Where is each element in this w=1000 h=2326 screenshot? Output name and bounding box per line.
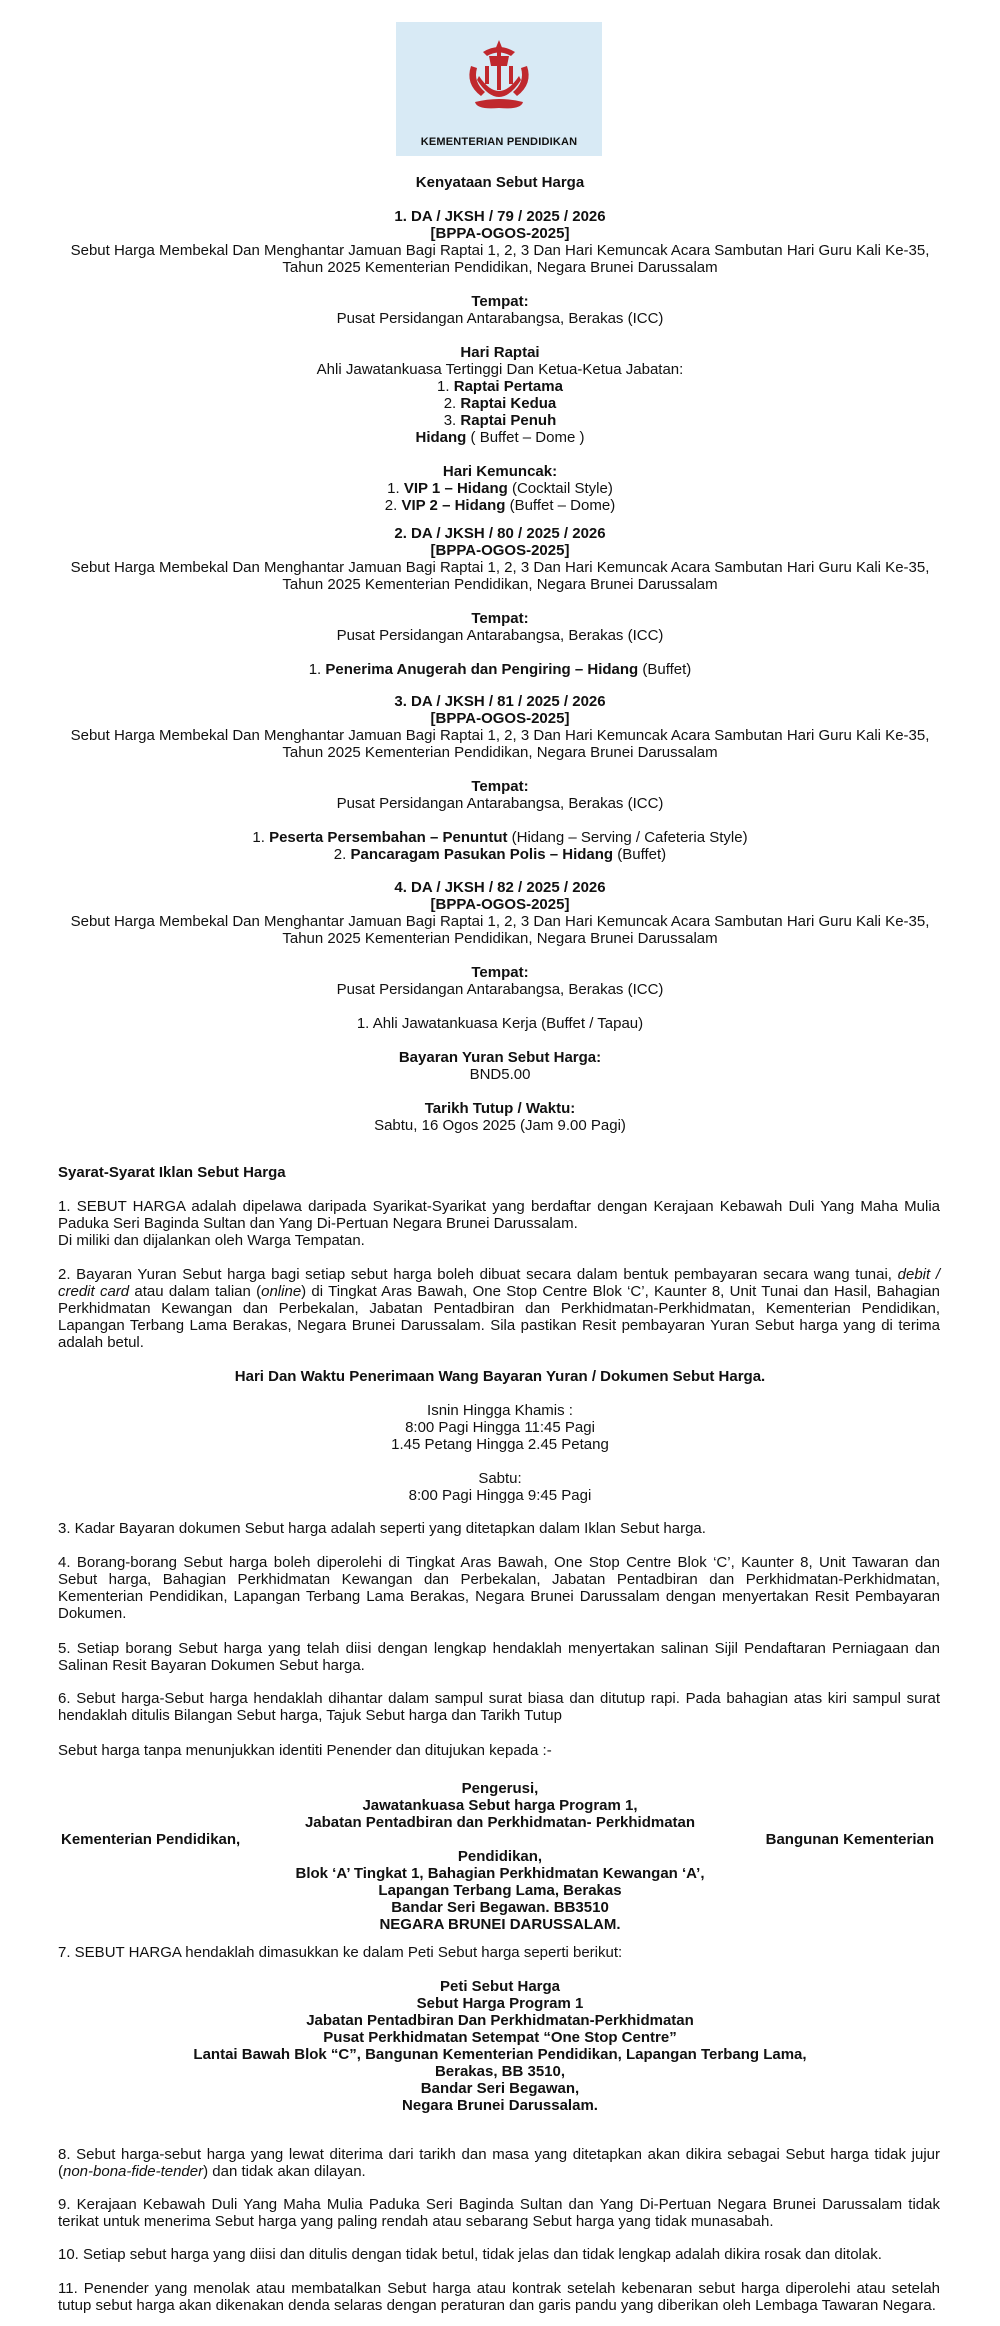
term-8: 8. Sebut harga-sebut harga yang lewat diterima dari tarikh dan masa yang ditetapkan akan dikira sebagai Sebut harga tidak jujur (non-bona-fide-tender) dan tidak akan dilayan. <box>58 2146 940 2180</box>
tender-code: [BPPA-OGOS-2025] <box>430 896 570 913</box>
venue-label: Tempat: <box>471 964 529 981</box>
logo-caption: KEMENTERIAN PENDIDIKAN <box>420 136 578 148</box>
terms-heading: Syarat-Syarat Iklan Sebut Harga <box>58 1164 286 1181</box>
term-9: 9. Kerajaan Kebawah Duli Yang Maha Mulia Paduka Seri Baginda Sultan dan Yang Di-Pertuan Negara Brunei Darussalam tidak terikat untuk menerima Sebut harga yang paling rendah atau sebarang Sebut harga yang tidak munasabah. <box>58 2196 940 2230</box>
address-tender-box: Peti Sebut Harga Sebut Harga Program 1 Jabatan Pentadbiran Dan Perkhidmatan-Perkhidmatan Pusat Perkhidmatan Setempat “One Stop Centre” Lantai Bawah Blok “C”, Bangunan Kementerian Pendidikan, Lapangan Terbang Lama, Berakas, BB 3510, Bandar Seri Begawan, Negara Brunei Darussalam. <box>193 1978 807 2114</box>
closing-label: Tarikh Tutup / Waktu: <box>424 1100 576 1117</box>
tender-code: [BPPA-OGOS-2025] <box>430 225 570 242</box>
tender-desc: Sebut Harga Membekal Dan Menghantar Jamuan Bagi Raptai 1, 2, 3 Dan Hari Kemuncak Acara Sambutan Hari Guru Kali Ke-35, <box>70 913 930 930</box>
ministry-logo <box>396 22 602 156</box>
fee-label: Bayaran Yuran Sebut Harga: <box>398 1049 602 1066</box>
tender-3 <box>0 693 1000 863</box>
tender-number: 1. DA / JKSH / 79 / 2025 / 2026 <box>394 208 606 225</box>
raptai-subtitle: Ahli Jawatankuasa Tertinggi Dan Ketua-Ketua Jabatan: <box>316 361 684 378</box>
saturday-hours: 8:00 Pagi Hingga 9:45 Pagi <box>408 1487 592 1504</box>
tender-code: [BPPA-OGOS-2025] <box>430 542 570 559</box>
kemuncak-label: Hari Kemuncak: <box>442 463 558 480</box>
document-page: KEMENTERIAN PENDIDIKAN Kenyataan Sebut Harga 1. DA / JKSH / 79 / 2025 / 2026 [BPPA-OGOS-2025] Sebut Harga Membekal Dan Menghantar Jamuan Bagi Raptai 1, 2, 3 Dan Hari Kemuncak Acara Sambutan Hari Guru Kali Ke-35, Tahun 2025 Kementerian Pendidikan, Negara Brunei Darussalam Tempat: Pusat Persidangan Antarabangsa, Berakas (ICC) Hari Raptai Ahli Jawatankuasa Tertinggi Dan Ketua-Ketua Jabatan: 1. Raptai Pertama 2. Raptai Kedua 3. Raptai Penuh Hidang ( Buffet – Dome ) Hari Kemuncak: 1. VIP 1 – Hidang (Cocktail Style) 2. VIP 2 – Hidang (Buffet – Dome) 2. DA / JKSH / 80 / 2025 / 2026 [BPPA-OGOS-2025] Sebut Harga Membekal Dan Menghantar Jamuan Bagi Raptai 1, 2, 3 Dan Hari Kemuncak Acara Sambutan Hari Guru Kali Ke-35, Tahun 2025 Kementerian Pendidikan, Negara Brunei Darussalam Tempat: Pusat Persidangan Antarabangsa, Berakas (ICC) 1. Penerima Anugerah dan Pengiring – Hidang (Buffet) 3. DA / JKSH / 81 / 2025 / 2026 [BPPA-OGOS-2025] Sebut Harga Membekal Dan Menghantar Jamuan Bagi Raptai 1, 2, 3 Dan Hari Kemuncak Acara Sambutan Hari Guru Kali Ke-35, Tahun 2025 Kementerian Pendidikan, Negara Brunei Darussalam Tempat: Pusat Persidangan Antarabangsa, Berakas (ICC) 1. Peserta Persembahan – Penuntut (Hidang – Serving / Cafeteria Style) 2. Pancaragam Pasukan Polis – Hidang (Buffet) 4. DA / JKSH / 82 / 2025 / 2026 [BPPA-OGOS-2025] Sebut Harga Membekal Dan Menghantar Jamuan Bagi Raptai 1, 2, 3 Dan Hari Kemuncak Acara Sambutan Hari Guru Kali Ke-35, Tahun 2025 Kementerian Pendidikan, Negara Brunei Darussalam Tempat: Pusat Persidangan Antarabangsa, Berakas (ICC) 1. Ahli Jawatankuasa Kerja (Buffet / Tapau) Bayaran Yuran Sebut Harga: BND5.00 Tarikh Tutup / Waktu: Sabtu, 16 Ogos 2025 (Jam 9.00 Pagi) Syarat-Syarat Iklan Sebut Harga 1. SEBUT HARGA adalah dipelawa daripada Syarikat-Syarikat yang berdaftar dengan Kerajaan Kebawah Duli Yang Maha Mulia Paduka Seri Baginda Sultan dan Yang Di-Pertuan Negara Brunei Darussalam. Di miliki dan dijalankan oleh Warga Tempatan. 2. Bayaran Yuran Sebut harga bagi setiap sebut harga boleh dibuat secara dalam bentuk pembayaran secara wang tunai, debit / credit card atau dalam talian (online) di Tingkat Aras Bawah, One Stop Centre Blok ‘C’, Kaunter 8, Unit Tunai dan Hasil, Bahagian Perkhidmatan Kewangan dan Perbekalan, Jabatan Pentadbiran dan Perkhidmatan-Perkhidmatan, Kementerian Pendidikan, Lapangan Terbang Lama Berakas, Negara Brunei Darussalam. Sila pastikan Resit pembayaran Yuran Sebut harga yang di terima adalah betul. Hari Dan Waktu Penerimaan Wang Bayaran Yuran / Dokumen Sebut Harga. Isnin Hingga Khamis : 8:00 Pagi Hingga 11:45 Pagi 1.45 Petang Hingga 2.45 Petang Sabtu: 8:00 Pagi Hingga 9:45 Pagi 3. Kadar Bayaran dokumen Sebut harga adalah seperti yang ditetapkan dalam Iklan Sebut harga. 4. Borang-borang Sebut harga boleh diperolehi di Tingkat Aras Bawah, One Stop Centre Blok ‘C’, Kaunter 8, Unit Tawaran dan Sebut harga, Bahagian Perkhidmatan Kewangan dan Perbekalan, Jabatan Pentadbiran dan Perkhidmatan-Perkhidmatan, Kementerian Pendidikan, Lapangan Terbang Lama Berakas, Negara Brunei Darussalam dengan menyertakan Resit Pembayaran Dokumen. 5. Setiap borang Sebut harga yang telah diisi dengan lengkap hendaklah menyertakan salinan Sijil Pendaftaran Perniagaan dan Salinan Resit Bayaran Dokumen Sebut harga. 6. Sebut harga-Sebut harga hendaklah dihantar dalam sampul surat biasa dan ditutup rapi. Pada bahagian atas kiri sampul surat hendaklah ditulis Bilangan Sebut harga, Tajuk Sebut harga dan Tarikh Tutup Sebut harga tanpa menunjukkan identiti Penender dan ditujukan kepada :- Pengerusi, Jawatankuasa Sebut harga Program 1, Jabatan Pentadbiran dan Perkhidmatan- Perkhidmatan Kementerian Pendidikan, Bangunan Kementerian Pendidikan, Blok ‘A’ Tingkat 1, Bahagian Perkhidmatan Kewangan ‘A’, Lapangan Terbang Lama, Berakas Bandar Seri Begawan. BB3510 NEGARA BRUNEI DARUSSALAM. 7. SEBUT HARGA hendaklah dimasukkan ke dalam Peti Sebut harga seperti berikut: Peti Sebut Harga Sebut Harga Program 1 Jabatan Pentadbiran Dan Perkhidmatan-Perkhidmatan Pusat Perkhidmatan Setempat “One Stop Centre” Lantai Bawah Blok “C”, Bangunan Kementerian Pendidikan, Lapangan Terbang Lama, Berakas, BB 3510, Bandar Seri Begawan, Negara Brunei Darussalam. 8. Sebut harga-sebut harga yang lewat diterima dari tarikh dan masa yang ditetapkan akan dikira sebagai Sebut harga tidak jujur (non-bona-fide-tender) dan tidak akan dilayan. 9. Kerajaan Kebawah Duli Yang Maha Mulia Paduka Seri Baginda Sultan dan Yang Di-Pertuan Negara Brunei Darussalam tidak terikat untuk menerima Sebut harga yang paling rendah atau sebarang Sebut harga yang tidak munasabah. 10. Setiap sebut harga yang diisi dan ditulis dengan tidak betul, tidak jelas dan tidak lengkap adalah dikira rosak dan ditolak. 11. Penender yang menolak atau membatalkan Sebut harga atau kontrak setelah kebenaran sebut harga diperolehi atau setelah tutup sebut harga akan dikenakan denda selaras dengan peraturan dan garis pandu yang diberikan oleh Lembaga Tawaran Negara. <box>0 0 1000 2326</box>
brunei-crest-icon <box>461 36 537 120</box>
venue: Pusat Persidangan Antarabangsa, Berakas (ICC) <box>336 627 664 644</box>
address-chairman-cont: Pendidikan, Blok ‘A’ Tingkat 1, Bahagian Perkhidmatan Kewangan ‘A’, Lapangan Terbang Lama, Berakas Bandar Seri Begawan. BB3510 NEGARA BRUNEI DARUSSALAM. <box>295 1848 705 1933</box>
venue: Pusat Persidangan Antarabangsa, Berakas (ICC) <box>336 981 664 998</box>
venue-label: Tempat: <box>471 293 529 310</box>
tender-desc: Tahun 2025 Kementerian Pendidikan, Negara Brunei Darussalam <box>282 576 718 593</box>
list-item: 1. Ahli Jawatankuasa Kerja (Buffet / Tapau) <box>356 1015 644 1032</box>
weekday-hours: 1.45 Petang Hingga 2.45 Petang <box>391 1436 609 1453</box>
term-5: 5. Setiap borang Sebut harga yang telah diisi dengan lengkap hendaklah menyertakan salinan Sijil Pendaftaran Perniagaan dan Salinan Resit Bayaran Dokumen Sebut harga. <box>58 1640 940 1674</box>
saturday-label: Sabtu: <box>478 1470 522 1487</box>
list-item: 1. VIP 1 – Hidang (Cocktail Style) <box>387 480 613 497</box>
term-3: 3. Kadar Bayaran dokumen Sebut harga adalah seperti yang ditetapkan dalam Iklan Sebut harga. <box>58 1520 706 1537</box>
list-item: 2. Raptai Kedua <box>443 395 557 412</box>
list-item: 1. Raptai Pertama <box>437 378 563 395</box>
venue-label: Tempat: <box>471 610 529 627</box>
venue: Pusat Persidangan Antarabangsa, Berakas (ICC) <box>336 795 664 812</box>
term-6: 6. Sebut harga-Sebut harga hendaklah dihantar dalam sampul surat biasa dan ditutup rapi. Pada bahagian atas kiri sampul surat hendaklah ditulis Bilangan Sebut harga, Tajuk Sebut harga dan Tarikh Tutup <box>58 1690 940 1724</box>
hours-heading: Hari Dan Waktu Penerimaan Wang Bayaran Yuran / Dokumen Sebut Harga. <box>234 1368 766 1385</box>
tender-desc: Tahun 2025 Kementerian Pendidikan, Negara Brunei Darussalam <box>282 259 718 276</box>
list-item: Hidang ( Buffet – Dome ) <box>415 429 585 446</box>
term-4: 4. Borang-borang Sebut harga boleh diperolehi di Tingkat Aras Bawah, One Stop Centre Blok ‘C’, Kaunter 8, Unit Tawaran dan Sebut harga, Bahagian Perkhidmatan Kewangan dan Perbekalan, Jabatan Pentadbiran dan Perkhidmatan-Perkhidmatan, Kementerian Pendidikan, Lapangan Terbang Lama Berakas, Negara Brunei Darussalam dengan menyertakan Resit Pembayaran Dokumen. <box>58 1554 940 1622</box>
weekday-hours: 8:00 Pagi Hingga 11:45 Pagi <box>405 1419 595 1436</box>
term-7: 7. SEBUT HARGA hendaklah dimasukkan ke dalam Peti Sebut harga seperti berikut: <box>58 1944 623 1961</box>
tender-desc: Sebut Harga Membekal Dan Menghantar Jamuan Bagi Raptai 1, 2, 3 Dan Hari Kemuncak Acara Sambutan Hari Guru Kali Ke-35, <box>70 242 930 259</box>
tender-2 <box>0 525 1000 678</box>
closing-value: Sabtu, 16 Ogos 2025 (Jam 9.00 Pagi) <box>374 1117 626 1134</box>
tender-number: 3. DA / JKSH / 81 / 2025 / 2026 <box>394 693 606 710</box>
tender-1 <box>0 208 1000 514</box>
venue: Pusat Persidangan Antarabangsa, Berakas (ICC) <box>336 310 664 327</box>
list-item: 3. Raptai Penuh <box>443 412 557 429</box>
tender-number: 2. DA / JKSH / 80 / 2025 / 2026 <box>394 525 606 542</box>
tender-number: 4. DA / JKSH / 82 / 2025 / 2026 <box>394 879 606 896</box>
hours-block <box>0 1368 1000 1504</box>
term-6-note: Sebut harga tanpa menunjukkan identiti Penender dan ditujukan kepada :- <box>58 1742 552 1759</box>
weekday-label: Isnin Hingga Khamis : <box>427 1402 573 1419</box>
raptai-label: Hari Raptai <box>460 344 540 361</box>
tender-4 <box>0 879 1000 1134</box>
fee-value: BND5.00 <box>469 1066 531 1083</box>
term-11: 11. Penender yang menolak atau membatalkan Sebut harga atau kontrak setelah kebenaran sebut harga diperolehi atau setelah tutup sebut harga akan dikenakan denda selaras dengan peraturan dan garis pandu yang diberikan oleh Lembaga Tawaran Negara. <box>58 2280 940 2314</box>
tender-code: [BPPA-OGOS-2025] <box>430 710 570 727</box>
list-item: 2. VIP 2 – Hidang (Buffet – Dome) <box>384 497 616 514</box>
tender-desc: Sebut Harga Membekal Dan Menghantar Jamuan Bagi Raptai 1, 2, 3 Dan Hari Kemuncak Acara Sambutan Hari Guru Kali Ke-35, <box>70 727 930 744</box>
term-1: 1. SEBUT HARGA adalah dipelawa daripada Syarikat-Syarikat yang berdaftar dengan Kerajaan Kebawah Duli Yang Maha Mulia Paduka Seri Baginda Sultan dan Yang Di-Pertuan Negara Brunei Darussalam. Di miliki dan dijalankan oleh Warga Tempatan. <box>58 1198 940 1249</box>
list-item: 1. Peserta Persembahan – Penuntut (Hidang – Serving / Cafeteria Style) <box>252 829 748 846</box>
list-item: 2. Pancaragam Pasukan Polis – Hidang (Buffet) <box>333 846 667 863</box>
list-item: 1. Penerima Anugerah dan Pengiring – Hidang (Buffet) <box>308 661 692 678</box>
tender-desc: Tahun 2025 Kementerian Pendidikan, Negara Brunei Darussalam <box>282 744 718 761</box>
address-chairman: Pengerusi, Jawatankuasa Sebut harga Program 1, Jabatan Pentadbiran dan Perkhidmatan- Perkhidmatan <box>304 1780 696 1831</box>
document-title: Kenyataan Sebut Harga <box>415 174 585 191</box>
tender-desc: Sebut Harga Membekal Dan Menghantar Jamuan Bagi Raptai 1, 2, 3 Dan Hari Kemuncak Acara Sambutan Hari Guru Kali Ke-35, <box>70 559 930 576</box>
term-10: 10. Setiap sebut harga yang diisi dan ditulis dengan tidak betul, tidak jelas dan tidak lengkap adalah dikira rosak dan ditolak. <box>58 2246 882 2263</box>
term-2: 2. Bayaran Yuran Sebut harga bagi setiap sebut harga boleh dibuat secara dalam bentuk pembayaran secara wang tunai, debit / credit card atau dalam talian (online) di Tingkat Aras Bawah, One Stop Centre Blok ‘C’, Kaunter 8, Unit Tunai dan Hasil, Bahagian Perkhidmatan Kewangan dan Perbekalan, Jabatan Pentadbiran dan Perkhidmatan-Perkhidmatan, Kementerian Pendidikan, Lapangan Terbang Lama Berakas, Negara Brunei Darussalam. Sila pastikan Resit pembayaran Yuran Sebut harga yang di terima adalah betul. <box>58 1266 940 1351</box>
venue-label: Tempat: <box>471 778 529 795</box>
tender-desc: Tahun 2025 Kementerian Pendidikan, Negara Brunei Darussalam <box>282 930 718 947</box>
